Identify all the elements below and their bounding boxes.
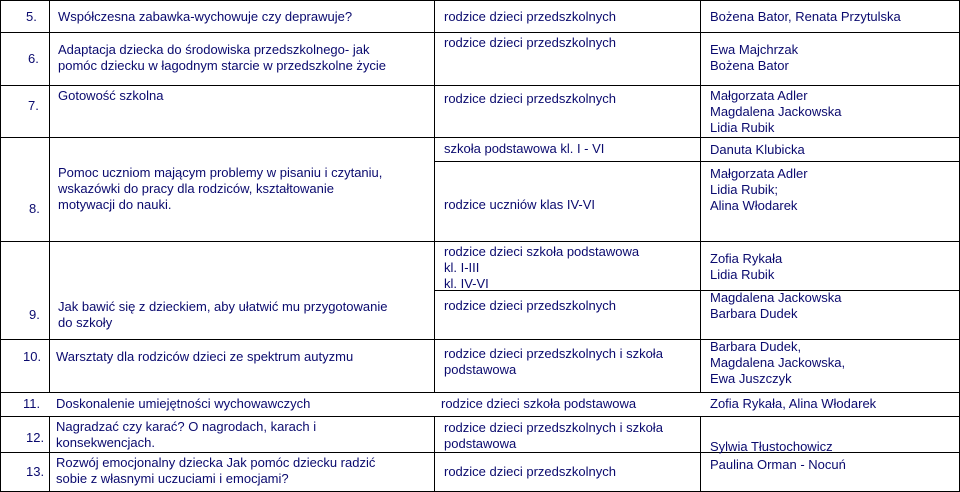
presenter-text: Zofia Rykała, Alina Włodarek (710, 396, 877, 411)
row-number: 10. (23, 349, 42, 364)
row-number: 11. (23, 396, 41, 411)
presenter-text: Magdalena Jackowska (710, 104, 842, 119)
presenter-text: Danuta Klubicka (710, 142, 805, 157)
audience-text: rodzice dzieci przedszkolnych (444, 35, 616, 50)
audience-text: rodzice dzieci szkoła podstawowa (441, 396, 637, 411)
presenter-text: Lidia Rubik (710, 120, 775, 135)
row-border (0, 32, 960, 33)
row-number: 9. (29, 307, 40, 322)
row-number: 13. (26, 464, 45, 479)
presenter-text: Paulina Orman - Nocuń (710, 457, 846, 472)
topic-text: konsekwencjach. (56, 435, 155, 450)
audience-text: rodzice dzieci szkoła podstawowa (444, 244, 640, 259)
audience-text: rodzice dzieci przedszkolnych (444, 9, 616, 24)
cell-split-border (434, 290, 960, 291)
column-border (49, 0, 50, 392)
column-border (49, 416, 50, 492)
topic-text: sobie z własnymi uczuciami i emocjami? (56, 471, 289, 486)
row-border (0, 137, 960, 138)
row-number: 6. (28, 51, 39, 66)
topic-text: Rozwój emocjonalny dziecka Jak pomóc dziecku radzić (56, 455, 376, 470)
row-border (0, 241, 960, 242)
topic-text: Pomoc uczniom mającym problemy w pisaniu i czytaniu, (58, 165, 383, 180)
row-border (0, 392, 960, 393)
topic-text: Jak bawić się z dzieckiem, aby ułatwić mu przygotowanie (58, 299, 388, 314)
presenter-text: Sylwia Tłustochowicz (710, 439, 833, 454)
presenter-text: Barbara Dudek (710, 306, 798, 321)
column-border (700, 416, 701, 492)
column-border (0, 0, 1, 492)
presenter-text: Małgorzata Adler (710, 166, 808, 181)
presenter-text: Bożena Bator, Renata Przytulska (710, 9, 901, 24)
topic-text: Adaptacja dziecka do środowiska przedszkolnego- jak (58, 42, 370, 57)
audience-text: rodzice dzieci przedszkolnych i szkoła (444, 420, 663, 435)
row-border (0, 0, 960, 1)
presenter-text: Magdalena Jackowska (710, 290, 842, 305)
topic-text: Współczesna zabawka-wychowuje czy deprawuje? (58, 9, 353, 24)
presenter-text: Bożena Bator (710, 58, 789, 73)
presenter-text: Małgorzata Adler (710, 88, 808, 103)
topic-text: do szkoły (58, 315, 113, 330)
presenter-text: Lidia Rubik (710, 267, 775, 282)
audience-text: kl. IV-VI (444, 276, 489, 291)
topic-text: pomóc dziecku w łagodnym starcie w przedszkolne życie (58, 58, 387, 73)
presenter-text: Barbara Dudek, (710, 339, 802, 354)
presenter-text: Ewa Majchrzak (710, 42, 799, 57)
row-border (0, 339, 960, 340)
audience-text: kl. I-III (444, 260, 480, 275)
row-number: 7. (28, 98, 39, 113)
row-number: 12. (26, 430, 45, 445)
topic-text: Nagradzać czy karać? O nagrodach, karach i (56, 419, 317, 434)
cell-split-border (434, 161, 960, 162)
row-number: 8. (29, 201, 40, 216)
audience-text: szkoła podstawowa kl. I - VI (444, 141, 605, 156)
topic-text: wskazówki do pracy dla rodziców, kształtowanie (58, 181, 335, 196)
presenter-text: Magdalena Jackowska, (710, 355, 846, 370)
audience-text: rodzice uczniów klas IV-VI (444, 197, 596, 212)
presenter-text: Lidia Rubik; (710, 182, 778, 197)
audience-text: podstawowa (444, 362, 517, 377)
row-number: 5. (26, 9, 37, 24)
audience-text: rodzice dzieci przedszkolnych (444, 298, 616, 313)
topic-text: Warsztaty dla rodziców dzieci ze spektrum autyzmu (56, 349, 354, 364)
topic-text: motywacji do nauki. (58, 197, 172, 212)
topic-text: Doskonalenie umiejętności wychowawczych (56, 396, 311, 411)
audience-text: rodzice dzieci przedszkolnych i szkoła (444, 346, 663, 361)
topic-text: Gotowość szkolna (58, 88, 164, 103)
presenter-text: Ewa Juszczyk (710, 371, 792, 386)
column-border (700, 0, 701, 392)
audience-text: rodzice dzieci przedszkolnych (444, 464, 616, 479)
audience-text: rodzice dzieci przedszkolnych (444, 91, 616, 106)
presenter-text: Zofia Rykała (710, 251, 783, 266)
row-border (0, 85, 960, 86)
row-border (0, 416, 960, 417)
presenter-text: Alina Włodarek (710, 198, 798, 213)
column-border (434, 0, 435, 392)
column-border (434, 416, 435, 492)
audience-text: podstawowa (444, 436, 517, 451)
